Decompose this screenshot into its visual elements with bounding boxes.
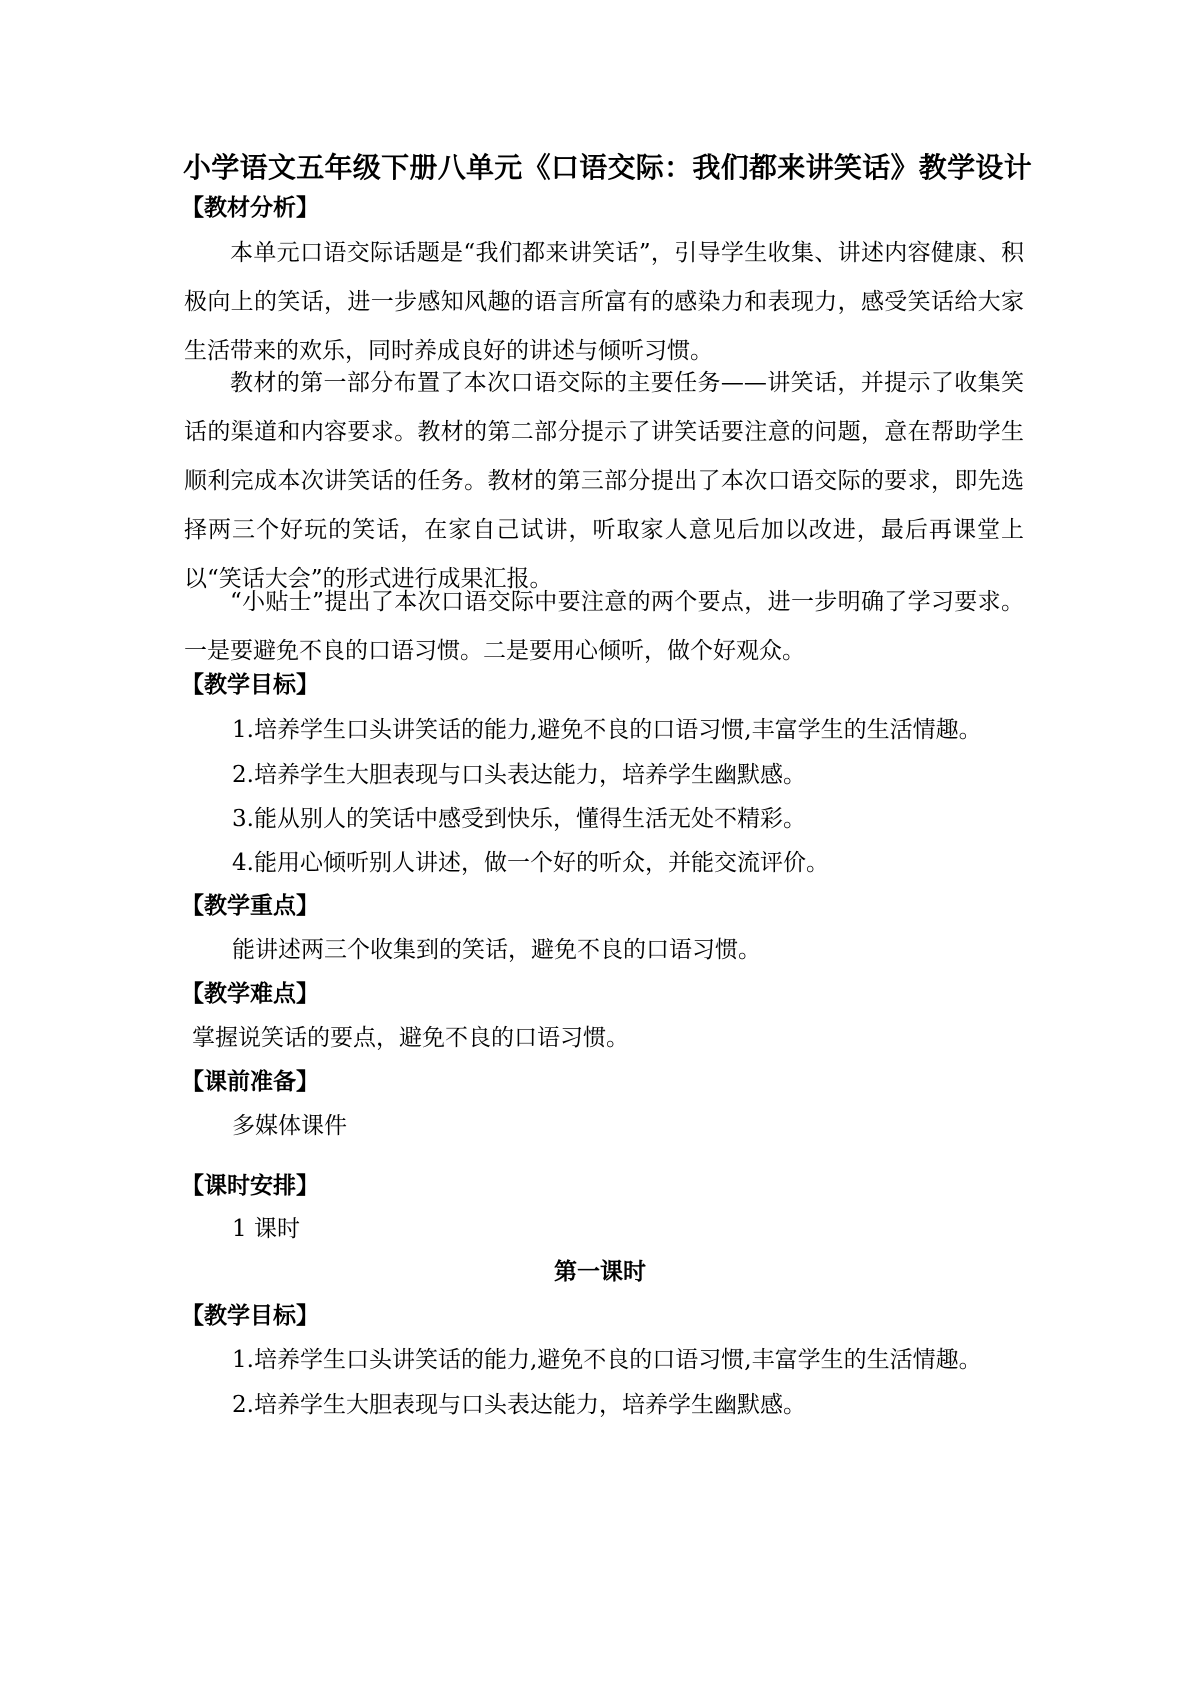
preparation-text: 多媒体课件: [232, 1113, 347, 1139]
goal-item: 4.能用心倾听别人讲述，做一个好的听众，并能交流评价。: [232, 850, 829, 876]
goal-item: 2.培养学生大胆表现与口头表达能力，培养学生幽默感。: [232, 762, 806, 788]
section-heading-analysis: 【教材分析】: [181, 195, 319, 221]
section-heading-schedule: 【课时安排】: [181, 1173, 319, 1199]
lesson-title: 第一课时: [554, 1259, 646, 1285]
analysis-paragraph-3: “小贴士”提出了本次口语交际中要注意的两个要点，进一步明确了学习要求。一是要避免不良的口语习惯。二是要用心倾听，做个好观众。: [184, 589, 1024, 664]
section-heading-lesson-goals: 【教学目标】: [181, 1303, 319, 1329]
difficulty-text: 掌握说笑话的要点，避免不良的口语习惯。: [192, 1025, 629, 1051]
goal-item: 1.培养学生口头讲笑话的能力,避免不良的口语习惯,丰富学生的生活情趣。: [232, 717, 982, 743]
lesson-goal-item: 1.培养学生口头讲笑话的能力,避免不良的口语习惯,丰富学生的生活情趣。: [232, 1347, 982, 1373]
document-title: 小学语文五年级下册八单元《口语交际：我们都来讲笑话》教学设计: [183, 151, 1033, 184]
schedule-text: 1 课时: [232, 1216, 300, 1242]
section-heading-difficulty: 【教学难点】: [181, 981, 319, 1007]
analysis-paragraph-1: 本单元口语交际话题是“我们都来讲笑话”，引导学生收集、讲述内容健康、积极向上的笑话，进一步感知风趣的语言所富有的感染力和表现力，感受笑话给大家生活带来的欢乐，同时养成良好的讲述与倾听习惯。: [184, 240, 1024, 364]
goal-item: 3.能从别人的笑话中感受到快乐，懂得生活无处不精彩。: [232, 806, 806, 832]
lesson-goal-item: 2.培养学生大胆表现与口头表达能力，培养学生幽默感。: [232, 1392, 806, 1418]
section-heading-key-points: 【教学重点】: [181, 893, 319, 919]
key-points-text: 能讲述两三个收集到的笑话，避免不良的口语习惯。: [232, 937, 761, 963]
section-heading-goals: 【教学目标】: [181, 672, 319, 698]
section-heading-preparation: 【课前准备】: [181, 1069, 319, 1095]
analysis-paragraph-2: 教材的第一部分布置了本次口语交际的主要任务——讲笑话，并提示了收集笑话的渠道和内容要求。教材的第二部分提示了讲笑话要注意的问题，意在帮助学生顺利完成本次讲笑话的任务。教材的第三部分提出了本次口语交际的要求，即先选择两三个好玩的笑话，在家自己试讲，听取家人意见后加以改进，最后再课堂上以“笑话大会”的形式进行成果汇报。: [184, 370, 1024, 592]
